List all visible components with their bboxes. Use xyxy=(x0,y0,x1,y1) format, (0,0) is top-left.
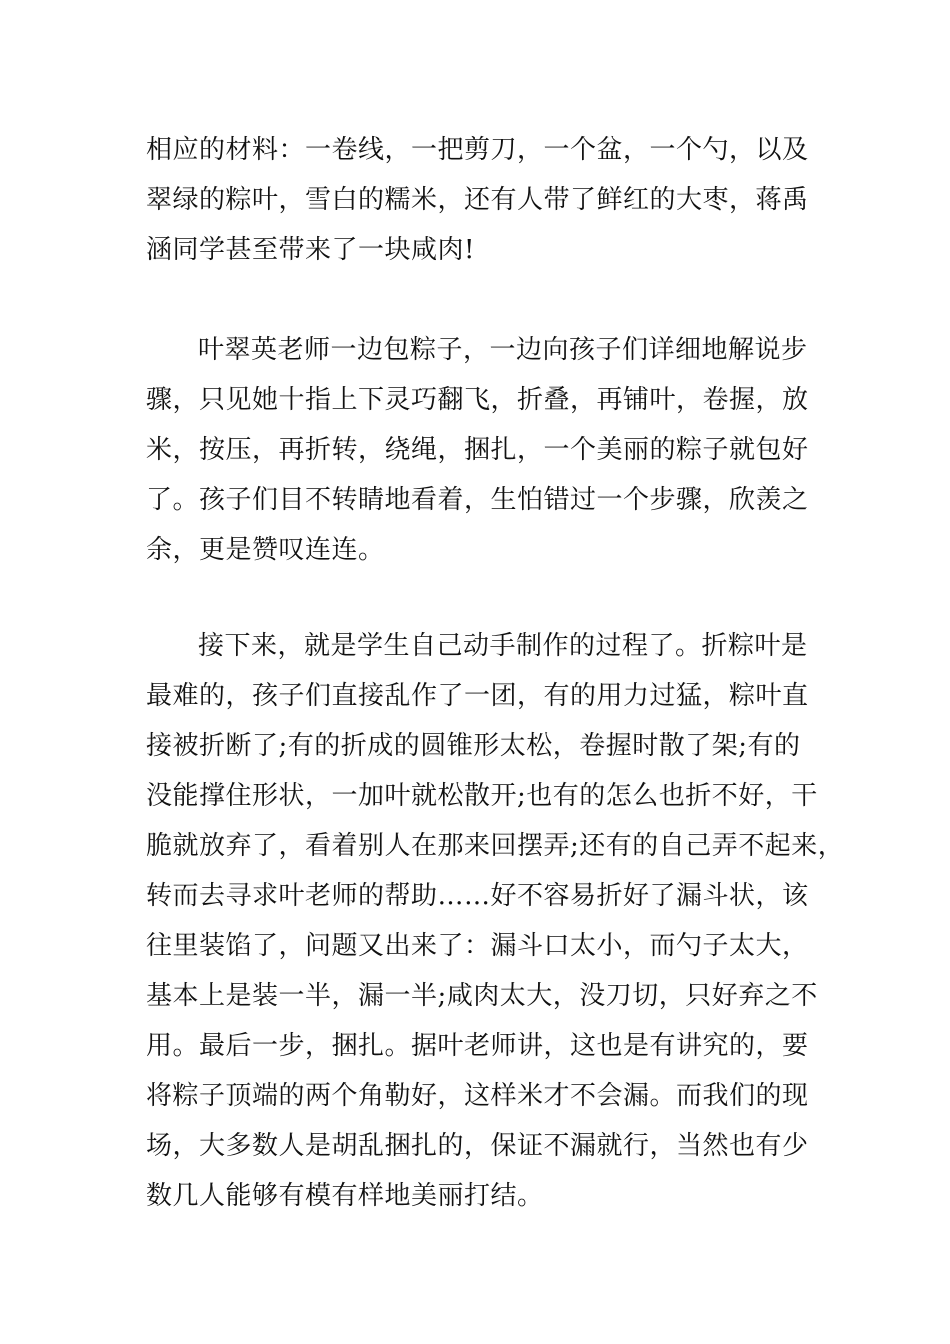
paragraph-3-line-7: 往里装馅了，问题又出来了：漏斗口太小，而勺子太大， xyxy=(146,931,809,961)
paragraph-3-line-9: 用。最后一步，捆扎。据叶老师讲，这也是有讲究的，要 xyxy=(146,1031,809,1061)
paragraph-3-line-8: 基本上是装一半，漏一半;咸肉太大，没刀切，只好弃之不 xyxy=(146,981,818,1011)
paragraph-1-line-2: 翠绿的粽叶，雪白的糯米，还有人带了鲜红的大枣，蒋禹 xyxy=(146,185,809,215)
paragraph-3-line-2: 最难的，孩子们直接乱作了一团，有的用力过猛，粽叶直 xyxy=(146,681,809,711)
paragraph-3-line-10: 将粽子顶端的两个角勒好，这样米才不会漏。而我们的现 xyxy=(146,1081,809,1111)
paragraph-3-line-12: 数几人能够有模有样地美丽打结。 xyxy=(146,1181,544,1211)
paragraph-3-line-4: 没能撑住形状，一加叶就松散开;也有的怎么也折不好，干 xyxy=(146,781,818,811)
paragraph-3-line-6: 转而去寻求叶老师的帮助……好不容易折好了漏斗状，该 xyxy=(146,881,809,911)
paragraph-3-line-11: 场，大多数人是胡乱捆扎的，保证不漏就行，当然也有少 xyxy=(146,1131,809,1161)
paragraph-3-line-5: 脆就放弃了，看着别人在那来回摆弄;还有的自己弄不起来， xyxy=(146,831,845,861)
paragraph-2-line-2: 骤，只见她十指上下灵巧翻飞，折叠，再铺叶，卷握，放 xyxy=(146,385,809,415)
paragraph-2-line-4: 了。孩子们目不转睛地看着，生怕错过一个步骤，欣羡之 xyxy=(146,485,809,515)
paragraph-3-line-3: 接被折断了;有的折成的圆锥形太松，卷握时散了架;有的 xyxy=(146,731,801,761)
paragraph-1-line-1: 相应的材料：一卷线，一把剪刀，一个盆，一个勺，以及 xyxy=(146,135,809,165)
paragraph-1-line-3: 涵同学甚至带来了一块咸肉! xyxy=(146,235,475,265)
paragraph-2-line-3: 米，按压，再折转，绕绳，捆扎，一个美丽的粽子就包好 xyxy=(146,435,809,465)
paragraph-2-line-5: 余，更是赞叹连连。 xyxy=(146,535,385,565)
paragraph-3-line-1: 接下来，就是学生自己动手制作的过程了。折粽叶是 xyxy=(198,631,808,661)
paragraph-2-line-1: 叶翠英老师一边包粽子，一边向孩子们详细地解说步 xyxy=(198,335,808,365)
